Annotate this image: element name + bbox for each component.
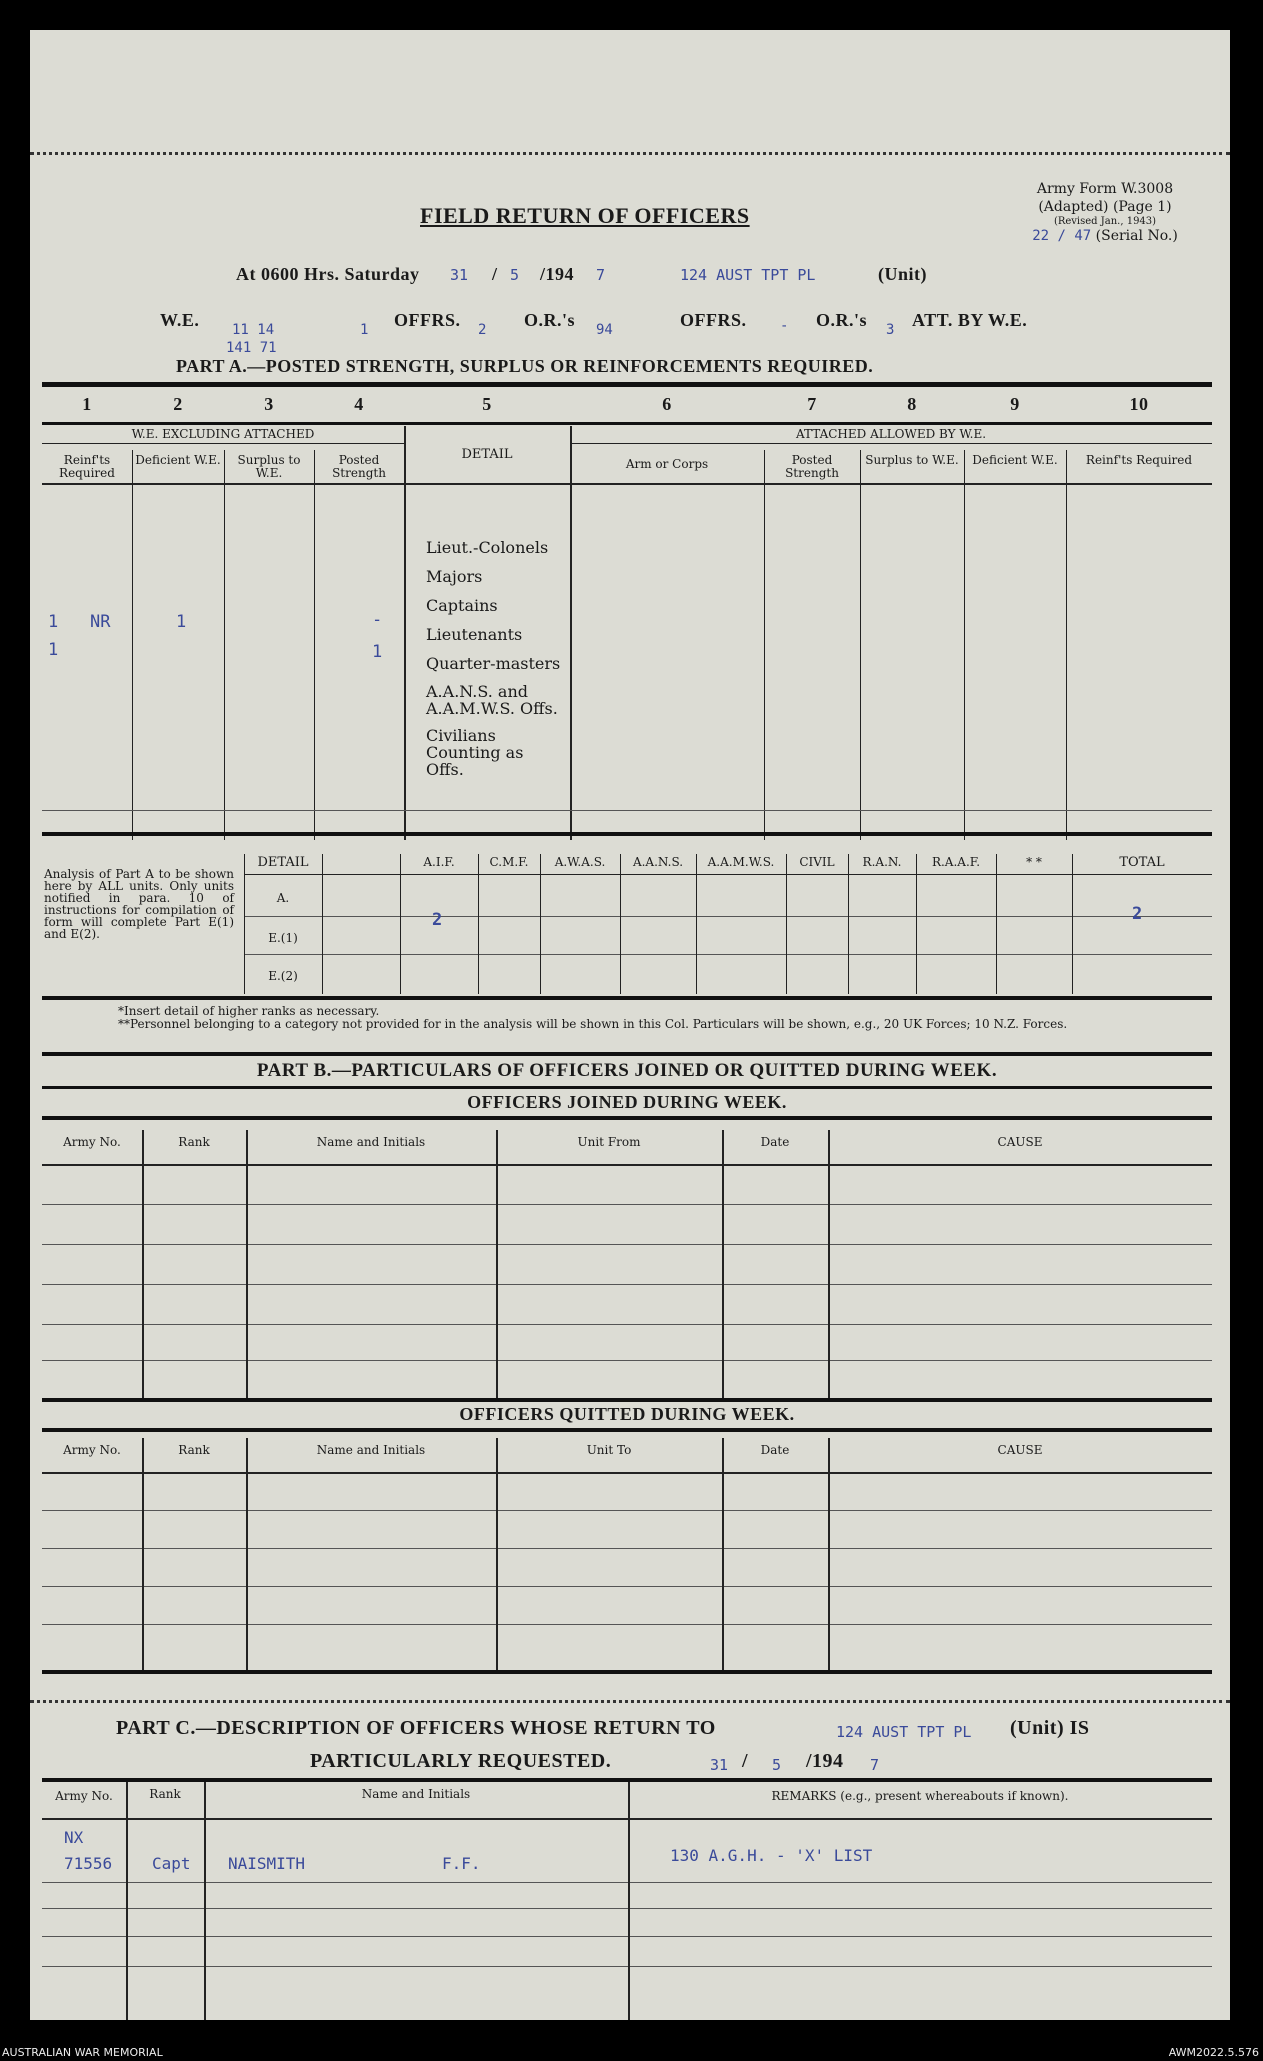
col-num-4: 4 xyxy=(354,394,364,414)
analysis-head-aans: A.A.N.S. xyxy=(632,855,684,869)
col-num-9: 9 xyxy=(1010,394,1020,414)
joined-title: OFFICERS JOINED DURING WEEK. xyxy=(467,1092,787,1112)
quitted-head-date: Date xyxy=(760,1443,790,1457)
footer-right: AWM2022.5.576 xyxy=(1168,2046,1259,2059)
quitted-head-cause: CAUSE xyxy=(997,1443,1043,1457)
ors-label: O.R.'s xyxy=(524,310,576,330)
col-num-5: 5 xyxy=(482,394,492,414)
head-reinfts-required: Reinf'ts Required xyxy=(59,453,115,480)
part-c-surname: NAISMITH xyxy=(228,1854,306,1873)
detail-list xyxy=(426,538,576,778)
head-detail: DETAIL xyxy=(461,447,513,462)
part-c-unit-label: (Unit) IS xyxy=(1010,1717,1090,1739)
ors-att-label: O.R.'s xyxy=(816,310,868,330)
perforation-bottom xyxy=(30,1700,1230,1703)
quitted-head-unit-to: Unit To xyxy=(586,1443,632,1457)
analysis-head-total: TOTAL xyxy=(1119,855,1165,870)
offrs-label: OFFRS. xyxy=(394,310,461,330)
analysis-head-civil: CIVIL xyxy=(799,855,835,869)
joined-head-army-no: Army No. xyxy=(63,1135,121,1149)
form-ref-line2: (Adapted) (Page 1) xyxy=(1038,199,1172,215)
ors-value: 94 xyxy=(596,322,613,338)
part-c-head-name: Name and Initials xyxy=(361,1787,471,1801)
joined-head-name: Name and Initials xyxy=(316,1135,426,1149)
joined-head-cause: CAUSE xyxy=(997,1135,1043,1149)
form-sheet: Army Form W.3008 (Adapted) (Page 1) (Revised Jan., 1943) 22 / 47 (Serial No.) FIELD RETURN OF OFFICERS At 0600 Hrs. Saturday 31 / 5 /194 7 124 AUST TPT PL (Unit) W.E. 11 14 141 71 1 OFFRS. 2 O.R.'s 94 OFFRS. - O.R.'s 3 ATT. BY W.E. PART A.—POSTED STRENGTH, SURPLUS OR REINFORCEMENTS REQUIRED. 1 2 3 4 5 6 7 8 9 10 W.E. EXCLUDING ATTACHED ATTACHED ALLOWED BY W.E. Reinf'ts Required Deficient W.E. Surplus to W.E. Posted Strength DETAIL Arm or Corps Posted Strength Surplus to W.E. Deficient W.E. Reinf'ts Required Lieut.-Colonels Majors Captains Lieutenants Quarter-masters A.A.N.S. and A.A.M.W.S. Offs. Civilians Counting as Offs. 1 NR 1 - 1 1 Analysis of Part A to be shown here by ALL units. Only units notified in para. 10 of instructions for compilation of form will complete Part E(1) and E(2). DETAIL A.I.F. C.M.F. A.W.A.S. A.A.N.S. A.A.M.W.S. CIVIL R.A.N. R.A.A.F. * * TOTAL A. E.(1) E.(2) 2 2 *Insert detail of higher ranks as necessary. **Personnel belonging to a category not provided for in the analysis will be shown in this Col. Particulars will be shown, e.g., 20 UK Forces; 10 N.Z. Forces. PART B.—PARTICULARS OF OFFICERS JOINED OR QUITTED DURING WEEK. OFFICERS JOINED DURING WEEK. Army No. Rank Name and Initials Unit From Date CAUSE OFFICERS QUITTED DURING WEEK. Army No. Rank Name and Initials Unit To Date CAUSE PART C.—DESCRIPTION OF OFFICERS WHOSE RETURN TO 124 AUST TPT PL (Unit) IS PARTICULARLY REQUESTED. 31 / 5 /194 7 Army No. Rank Name and Initials REMARKS (e.g., present whereabouts if known). NX 71556 Capt NAISMITH F.F. 130 A.G.H. - 'X' LIST xyxy=(30,30,1230,2020)
detail-civilians: Civilians Counting as Offs. xyxy=(426,726,524,779)
detail-captains: Captains xyxy=(426,596,498,615)
form-title: FIELD RETURN OF OFFICERS xyxy=(420,203,750,228)
group-attached: ATTACHED ALLOWED BY W.E. xyxy=(795,427,987,441)
part-c-month: 5 xyxy=(772,1756,782,1774)
analysis-row-a: A. xyxy=(276,891,290,905)
offrs-att-label: OFFRS. xyxy=(680,310,747,330)
analysis-note: Analysis of Part A to be shown here by ALL units. Only units notified in para. 10 of instructions for compilation of form will complete Part E(1) and E(2). xyxy=(44,867,234,941)
rule-part-a-top xyxy=(42,382,1212,387)
footnote-1: *Insert detail of higher ranks as necessary. xyxy=(118,1004,380,1018)
analysis-aif-value: 2 xyxy=(432,910,443,930)
col-num-1: 1 xyxy=(82,394,92,414)
return-unit: 124 AUST TPT PL xyxy=(680,266,816,284)
analysis-head-cmf: C.M.F. xyxy=(489,855,529,869)
part-c-day: 31 xyxy=(710,1756,729,1774)
year-prefix: /194 xyxy=(540,264,575,284)
head-att-reinfts: Reinf'ts Required xyxy=(1085,453,1193,467)
form-ref-line1: Army Form W.3008 xyxy=(1036,181,1174,197)
part-c-army-no-prefix: NX xyxy=(64,1828,84,1847)
quitted-head-rank: Rank xyxy=(178,1443,210,1457)
part-c-table xyxy=(42,1782,1212,2020)
form-reference xyxy=(990,180,1220,245)
typed-posted-captains: - xyxy=(372,610,383,630)
part-c-year: 7 xyxy=(870,1756,880,1774)
analysis-head-raaf: R.A.A.F. xyxy=(931,855,981,869)
head-att-deficient: Deficient W.E. xyxy=(972,453,1058,467)
detail-lieut-colonels: Lieut.-Colonels xyxy=(426,538,549,557)
joined-head-unit-from: Unit From xyxy=(577,1135,641,1149)
detail-majors: Majors xyxy=(426,567,483,586)
part-c-head-remarks: REMARKS (e.g., present whereabouts if known). xyxy=(771,1789,1069,1803)
part-c-head-rank: Rank xyxy=(149,1787,181,1801)
head-arm-or-corps: Arm or Corps xyxy=(625,457,709,471)
return-year: 7 xyxy=(596,266,606,284)
analysis-row-e2: E.(2) xyxy=(268,969,298,983)
unit-label: (Unit) xyxy=(878,264,927,284)
form-ref-line3: (Revised Jan., 1943) xyxy=(1053,216,1157,227)
at-line xyxy=(236,264,420,285)
analysis-head-other: * * xyxy=(1026,855,1042,869)
part-c-title: PART C.—DESCRIPTION OF OFFICERS WHOSE RETURN TO xyxy=(116,1717,716,1739)
col-num-3: 3 xyxy=(264,394,274,414)
quitted-head-name: Name and Initials xyxy=(316,1443,426,1457)
quitted-title: OFFICERS QUITTED DURING WEEK. xyxy=(459,1404,795,1424)
perforation-top xyxy=(30,152,1230,155)
quitted-head-army-no: Army No. xyxy=(63,1443,121,1457)
analysis-head-detail: DETAIL xyxy=(257,855,309,870)
part-b-title: PART B.—PARTICULARS OF OFFICERS JOINED OR QUITTED DURING WEEK. xyxy=(256,1060,998,1081)
joined-head-rank: Rank xyxy=(178,1135,210,1149)
typed-nr: NR xyxy=(90,612,111,632)
part-c-unit: 124 AUST TPT PL xyxy=(836,1723,972,1741)
we-value-1: 11 14 xyxy=(232,322,275,338)
analysis-total-value: 2 xyxy=(1132,904,1143,924)
column-numbers xyxy=(42,394,1212,416)
detail-lieutenants: Lieutenants xyxy=(426,625,523,644)
serial-label: (Serial No.) xyxy=(1095,228,1178,244)
part-c-remarks: 130 A.G.H. - 'X' LIST xyxy=(670,1846,873,1865)
analysis-row-e1: E.(1) xyxy=(268,931,298,945)
part-a-title: PART A.—POSTED STRENGTH, SURPLUS OR REINFORCEMENTS REQUIRED. xyxy=(176,356,874,376)
offrs-value: 2 xyxy=(478,322,487,338)
ors-att-value: 3 xyxy=(886,322,895,338)
col-num-2: 2 xyxy=(173,394,183,414)
we-value-2: 1 xyxy=(360,322,369,338)
detail-quarter-masters: Quarter-masters xyxy=(426,654,561,673)
part-c-head-army-no: Army No. xyxy=(55,1789,113,1803)
joined-table xyxy=(42,1120,1212,1400)
analysis-table xyxy=(244,844,1212,994)
att-by-we-label: ATT. BY W.E. xyxy=(912,310,1028,330)
joined-head-date: Date xyxy=(760,1135,790,1149)
typed-reinfts-captains: 1 xyxy=(48,612,59,632)
detail-aans: A.A.N.S. and A.A.M.W.S. Offs. xyxy=(426,682,558,718)
group-we-excluding: W.E. EXCLUDING ATTACHED xyxy=(131,427,315,441)
head-surplus-we: Surplus to W.E. xyxy=(237,453,301,480)
analysis-head-aamws: A.A.M.W.S. xyxy=(707,855,775,869)
we-value-1b: 141 71 xyxy=(226,340,277,356)
part-c-initials: F.F. xyxy=(442,1854,481,1873)
analysis-head-aif: A.I.F. xyxy=(423,855,455,869)
head-posted-strength: Posted Strength xyxy=(332,453,386,480)
head-deficient-we: Deficient W.E. xyxy=(135,453,221,467)
analysis-head-awas: A.W.A.S. xyxy=(554,855,606,869)
typed-reinfts-lieutenants: 1 xyxy=(48,640,59,660)
at-prefix: At 0600 Hrs. Saturday xyxy=(236,264,420,284)
typed-deficient-captains: 1 xyxy=(176,612,187,632)
quitted-table xyxy=(42,1432,1212,1672)
head-att-surplus: Surplus to W.E. xyxy=(865,453,959,467)
analysis-head-ran: R.A.N. xyxy=(862,855,902,869)
serial-number: 22 / 47 xyxy=(1032,228,1092,244)
part-c-army-no: 71556 xyxy=(64,1854,113,1873)
part-c-title-2: PARTICULARLY REQUESTED. xyxy=(310,1750,612,1772)
footer-left: AUSTRALIAN WAR MEMORIAL xyxy=(2,2046,163,2059)
col-num-6: 6 xyxy=(662,394,672,414)
part-c-rank: Capt xyxy=(152,1854,191,1873)
offrs-att-value: - xyxy=(780,318,789,334)
col-num-7: 7 xyxy=(807,394,817,414)
part-c-year-prefix: /194 xyxy=(806,1750,844,1772)
return-day: 31 xyxy=(450,266,469,284)
we-label: W.E. xyxy=(160,310,200,330)
typed-posted-lieutenants: 1 xyxy=(372,642,383,662)
col-num-8: 8 xyxy=(907,394,917,414)
footnote-2: **Personnel belonging to a category not provided for in the analysis will be shown in this Col. Particulars will be shown, e.g., 20 UK Forces; 10 N.Z. Forces. xyxy=(118,1017,1068,1031)
head-att-posted-strength: Posted Strength xyxy=(785,453,839,480)
return-month: 5 xyxy=(510,266,520,284)
col-num-10: 10 xyxy=(1129,394,1149,414)
